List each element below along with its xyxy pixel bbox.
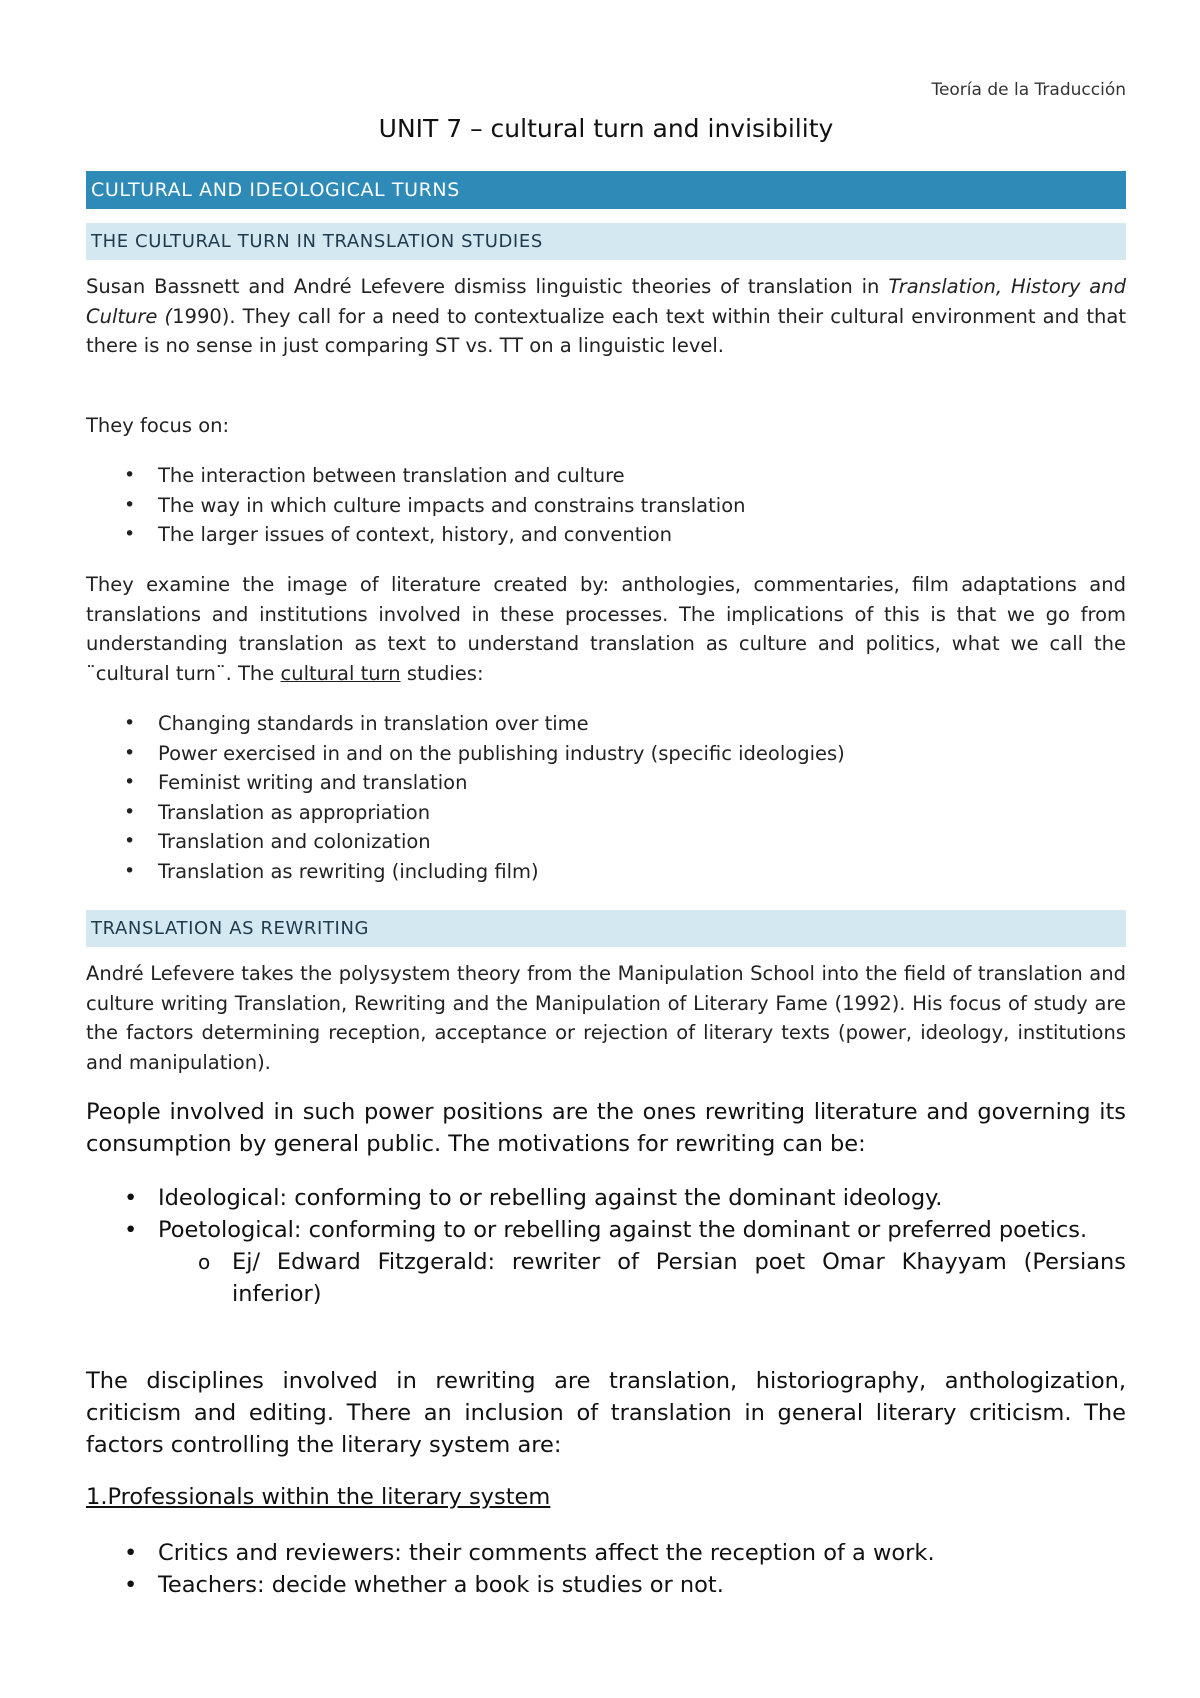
list-item: • The larger issues of context, history, and convention <box>86 520 1126 550</box>
focus-list <box>86 461 1126 550</box>
paragraph-lefevere-polysystem: André Lefevere takes the polysystem theory from the Manipulation School into the field of translation and culture writing Translation, Rewriting and the Manipulation of Literary Fame (1992). His focus of study are the factors determining reception, acceptance or rejection of literary texts (power, ideology, institutions and manipulation). <box>86 962 1126 1074</box>
list-subitem: o Ej/ Edward Fitzgerald: rewriter of Persian poet Omar Khayyam (Persians inferior) <box>86 1246 1126 1310</box>
focus-intro: They focus on: <box>86 414 230 437</box>
professionals-list <box>86 1537 1126 1601</box>
paragraph-bassnett-lefevere: Susan Bassnett and André Lefevere dismiss linguistic theories of translation in Translation, History and Culture (1990). They call for a need to contextualize each text within their cultural environment and that there is no sense in just comparing ST vs. TT on a linguistic level. <box>86 275 1127 357</box>
paragraph-power-positions: People involved in such power positions are the ones rewriting literature and governing its consumption by general public. The motivations for rewriting can be: <box>86 1099 1126 1157</box>
list-item: • The way in which culture impacts and constrains translation <box>86 491 1126 521</box>
subsection-heading-cultural-turn: THE CULTURAL TURN IN TRANSLATION STUDIES <box>86 223 1126 260</box>
cultural-turn-studies-list <box>86 709 1126 886</box>
list-item: • Critics and reviewers: their comments affect the reception of a work. <box>86 1537 1126 1569</box>
list-item: • Power exercised in and on the publishing industry (specific ideologies) <box>86 739 1126 769</box>
list-item: • Teachers: decide whether a book is studies or not. <box>86 1569 1126 1601</box>
page-title: UNIT 7 – cultural turn and invisibility <box>378 114 834 143</box>
list-item: • Feminist writing and translation <box>86 768 1126 798</box>
paragraph-image-of-literature: They examine the image of literature created by: anthologies, commentaries, film adaptations and translations and institutions involved in these processes. The implications of this is that we go from understanding translation as text to understand translation as culture and politics, what we call the ¨cultural turn¨. The cultural turn studies: <box>86 573 1126 685</box>
section-heading-cultural-turns: CULTURAL AND IDEOLOGICAL TURNS <box>86 171 1126 209</box>
list-item: • Translation as appropriation <box>86 798 1126 828</box>
list-item: • Poetological: conforming to or rebelling against the dominant or preferred poetics. <box>86 1214 1126 1246</box>
motivations-list <box>86 1182 1126 1310</box>
list-item: • Translation as rewriting (including film) <box>86 857 1126 887</box>
paragraph-disciplines: The disciplines involved in rewriting are translation, historiography, anthologization, criticism and editing. There an inclusion of translation in general literary criticism. The factors controlling the literary system are: <box>86 1368 1126 1458</box>
list-item: • The interaction between translation and culture <box>86 461 1126 491</box>
factor-heading-professionals: 1.Professionals within the literary system <box>86 1484 551 1510</box>
course-header: Teoría de la Traducción <box>931 80 1126 100</box>
subsection-heading-rewriting: TRANSLATION AS REWRITING <box>86 910 1126 947</box>
list-item: • Translation and colonization <box>86 827 1126 857</box>
list-item: • Ideological: conforming to or rebelling against the dominant ideology. <box>86 1182 1126 1214</box>
list-item: • Changing standards in translation over time <box>86 709 1126 739</box>
